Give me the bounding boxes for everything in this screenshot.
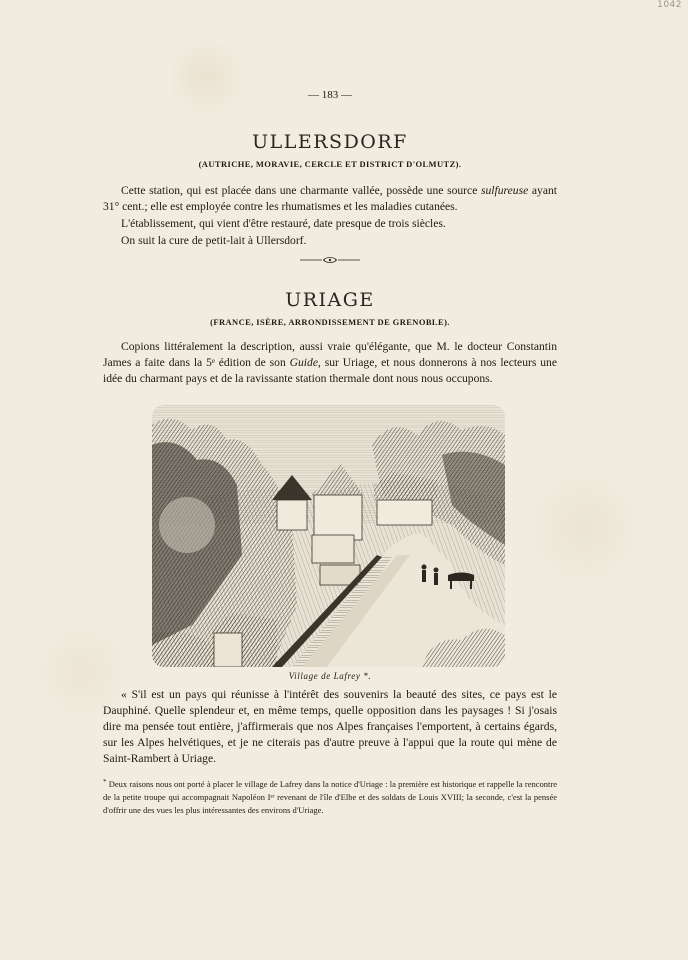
section-subtitle-ullersdorf: (AUTRICHE, MORAVIE, CERCLE ET DISTRICT D'OLMUTZ). [198,159,462,169]
footnote [103,776,557,817]
ullersdorf-paragraph-2: L'établissement, qui vient d'être restauré, date presque de trois siècles. [121,217,446,230]
ullersdorf-paragraph-1: Cette station, qui est placée dans une charmante vallée, possède une source sulfureuse ayant 31° cent.; elle est employée contre les rhumatismes et les maladies cutanées. [103,184,557,213]
section-subtitle-uriage: (FRANCE, ISÈRE, ARRONDISSEMENT DE GRENOBLE). [210,317,450,327]
ornamental-divider [300,255,360,265]
page-number: — 183 — [308,89,352,101]
uriage-quote [103,687,557,767]
footnote-mark: * [103,778,107,786]
engraving-village-illustration [152,405,505,667]
uriage-intro-paragraph: Copions littéralement la description, aussi vraie qu'élégante, que M. le docteur Constantin James a faite dans la 5ᵉ édition de son Guide, sur Uriage, et nous donnerons à nos lecteurs une idée du charmant pays et de la ravissante station thermale dont nous nous occupons. [103,340,557,385]
corner-catalog-note: 1042 [657,0,682,10]
ullersdorf-text [103,183,557,249]
footnote-text: Deux raisons nous ont porté à placer le village de Lafrey dans la notice d'Uriage : la première est historique et rappelle la rencontre de la petite troupe qui accompagnait Napoléon Iᵉʳ revenant de l'île d'Elbe et des soldats de Louis XVIII; la seconde, c'est la pensée d'offrir une des vues les plus intéressantes des environs d'Uriage. [103,779,557,815]
uriage-intro [103,339,557,387]
section-title-ullersdorf: ULLERSDORF [252,131,408,153]
uriage-quote-paragraph: « S'il est un pays qui réunisse à l'intérêt des souvenirs la beauté des sites, ce pays est le Dauphiné. Quelle splendeur et, en même temps, quelle opposition dans les paysages ! Si j'osais dire ma pensée tout entière, j'affirmerais que nos Alpes françaises l'emportent, à certains égards, sur les Alpes helvétiques, et je ne citerais pas d'autre preuve à l'appui que la route qui mène de Saint-Rambert à Uriage. [103,688,557,765]
illustration-caption: Village de Lafrey *. [288,671,372,681]
ullersdorf-paragraph-3: On suit la cure de petit-lait à Ullersdorf. [121,234,307,247]
section-title-uriage: URIAGE [285,289,375,311]
